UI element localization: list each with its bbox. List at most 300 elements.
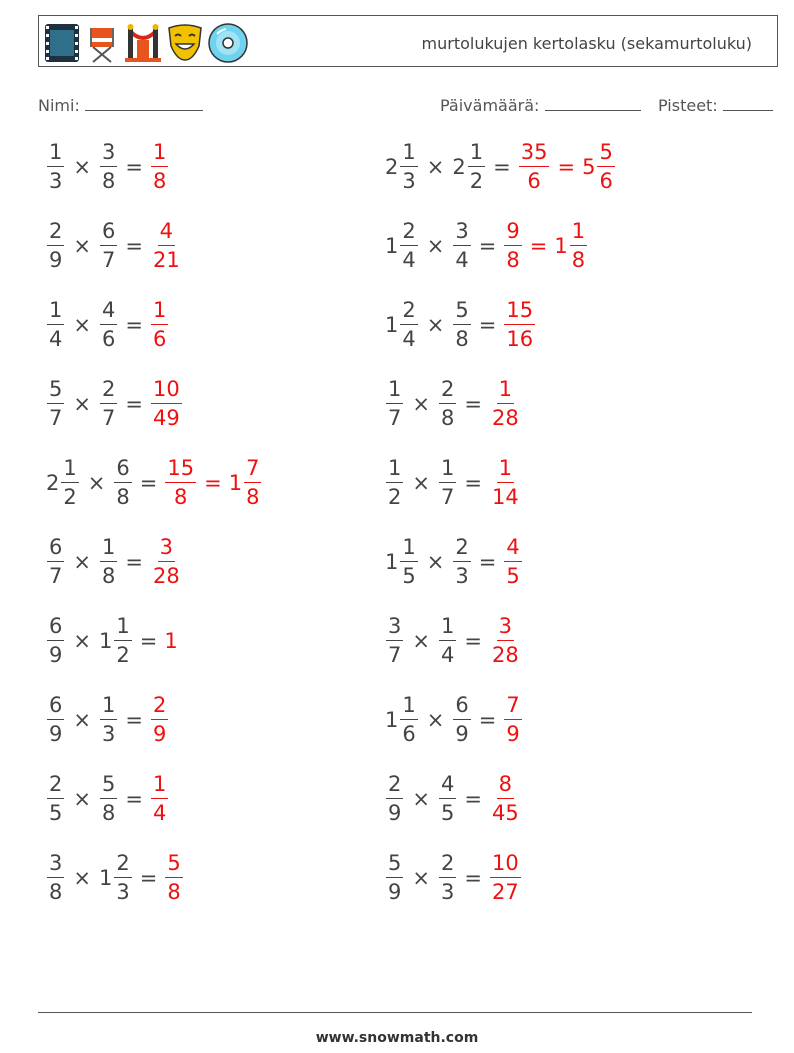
factor-1-fraction [47,695,64,745]
answer [150,300,169,350]
answer-value-denominator: 6 [527,169,541,193]
factor-1-numerator: 6 [47,695,64,720]
factor-2-fraction [114,458,131,508]
factor-2-numerator: 3 [453,221,470,246]
answer-value-fraction [151,300,168,350]
factor-1-fraction [400,142,417,192]
answer-value-numerator: 15 [165,458,196,483]
factor-2-numerator: 1 [114,616,131,641]
factor-1-denominator: 4 [402,327,416,351]
answer [164,629,178,653]
factor-1-fraction [47,221,64,271]
equals-sign: = [125,313,143,337]
multiply-sign: × [73,787,91,811]
factor-2-denominator: 8 [101,169,116,193]
answer-value-fraction [151,695,168,745]
factor-1-fraction [386,616,403,666]
factor-2-numerator: 6 [453,695,470,720]
factor-1-numerator: 1 [400,142,417,167]
multiply-sign: × [73,708,91,732]
factor-1-denominator: 9 [49,722,63,746]
factor-1-whole: 2 [46,471,60,495]
answer [503,695,522,745]
red-carpet-stanchion-icon [123,22,163,64]
factor-1-numerator: 1 [47,142,64,167]
factor-1-denominator: 9 [49,643,63,667]
answer-value-denominator: 21 [152,248,180,272]
answer [150,695,169,745]
factor-2-denominator: 2 [116,643,130,667]
factor-1-fraction [47,853,64,903]
multiply-sign: × [426,313,445,337]
multiply-sign: × [412,629,430,653]
factor-1-numerator: 1 [400,695,417,720]
answer-mixed-denominator: 6 [599,169,613,193]
answer-value-denominator: 8 [506,248,520,272]
answer [518,142,616,192]
answer-value-denominator: 28 [491,406,519,430]
answer-value-numerator: 9 [504,221,521,246]
answer-value-denominator: 6 [152,327,167,351]
factor-2-fraction [453,537,470,587]
factor-2-numerator: 2 [100,379,117,404]
equals-sign: = [139,471,158,495]
multiply-sign: × [426,550,445,574]
factor-1-numerator: 2 [47,774,64,799]
factor-2-fraction [439,379,456,429]
factor-1-denominator: 4 [49,327,63,351]
name-blank[interactable] [85,94,203,111]
factor-1-denominator: 5 [49,801,63,825]
answer-mixed-whole: 5 [582,155,596,179]
answer-value-fraction [490,458,521,508]
factor-1-numerator: 2 [400,221,417,246]
factor-1-whole: 1 [385,708,399,732]
answer [489,853,522,903]
answer-value-numerator: 1 [497,458,514,483]
multiply-sign: × [73,866,91,890]
multiply-sign: × [412,866,430,890]
answer [164,853,183,903]
answer-value-denominator: 45 [491,801,519,825]
equals-sign: = [478,708,497,732]
factor-1-denominator: 2 [63,485,77,509]
answer-value-numerator: 1 [151,300,168,325]
answer-value-fraction [504,300,535,350]
answer-value-fraction [504,695,521,745]
answer [503,221,588,271]
answer [503,300,536,350]
answer-value-fraction [151,142,168,192]
factor-1-fraction [47,300,64,350]
factor-2-fraction [100,379,117,429]
factor-1-numerator: 3 [47,853,64,878]
answer-value-denominator: 8 [167,880,181,904]
answer-value-denominator: 8 [174,485,188,509]
factor-2-fraction [100,221,117,271]
factor-2-denominator: 2 [469,169,484,193]
answer-value-numerator: 8 [497,774,514,799]
factor-2-fraction [100,142,117,192]
factor-2-denominator: 7 [101,406,116,430]
factor-2-denominator: 6 [101,327,116,351]
equals-sign: = [478,234,497,258]
factor-1-whole: 1 [385,234,399,258]
answer-value-numerator: 1 [151,774,168,799]
answer-value-whole: 1 [164,629,178,653]
cd-disc-icon [207,22,249,64]
factor-1-whole: 1 [385,550,399,574]
answer-value-fraction [165,458,196,508]
footer-url: www.snowmath.com [315,1030,479,1046]
answer [164,458,262,508]
answer-value-denominator: 8 [152,169,167,193]
equals-sign: = [125,787,143,811]
answer-value-denominator: 27 [491,880,519,904]
factor-1-fraction [47,379,64,429]
answer [489,774,522,824]
factor-1-denominator: 9 [388,880,402,904]
answer-value-fraction [519,142,550,192]
problem-item [385,537,523,587]
answer-value-fraction [490,616,521,666]
answer-value-fraction [151,537,182,587]
answer-value-numerator: 3 [497,616,514,641]
equals-sign: = [478,313,497,337]
factor-1-denominator: 4 [402,248,416,272]
factor-2-denominator: 3 [116,880,130,904]
problem-item [46,142,169,192]
factor-1-numerator: 2 [47,221,64,246]
factor-2-denominator: 3 [455,564,469,588]
answer-value-numerator: 2 [151,695,168,720]
factor-1-denominator: 2 [388,485,402,509]
answer-value-denominator: 5 [506,564,520,588]
equals-sign: = [478,550,497,574]
factor-2-fraction [100,695,117,745]
equals-sign: = [139,629,158,653]
factor-2-fraction [453,695,470,745]
answer-value-fraction [490,774,521,824]
factor-1-fraction [386,458,403,508]
factor-2-fraction [453,300,470,350]
answer-value-denominator: 28 [152,564,180,588]
factor-1-denominator: 3 [402,169,416,193]
factor-1-whole: 1 [385,313,399,337]
answer-equals-sign: = [529,234,548,258]
multiply-sign: × [73,155,91,179]
answer-mixed-denominator: 8 [571,248,586,272]
factor-2-denominator: 5 [440,801,455,825]
factor-2-numerator: 5 [100,774,117,799]
answer-value-denominator: 9 [506,722,520,746]
answer [150,221,183,271]
name-label: Nimi: [38,96,80,115]
factor-2-fraction [100,537,117,587]
answer-mixed-fraction [597,142,614,192]
factor-2-numerator: 6 [114,458,131,483]
factor-2-denominator: 9 [455,722,469,746]
answer-value-numerator: 35 [519,142,550,167]
equals-sign: = [464,866,482,890]
factor-1-numerator: 6 [47,616,64,641]
factor-1-denominator: 3 [49,169,63,193]
date-field [440,94,641,115]
factor-1-fraction [61,458,78,508]
answer-value-denominator: 14 [491,485,519,509]
problem-item [46,695,169,745]
factor-1-denominator: 9 [49,248,63,272]
answer-mixed-numerator: 1 [570,221,587,246]
answer [489,458,522,508]
score-blank[interactable] [723,94,773,111]
answer-equals-sign: = [557,155,576,179]
factor-1-denominator: 7 [388,643,402,667]
factor-2-whole: 1 [98,866,113,890]
score-field [658,94,773,115]
answer-mixed-numerator: 7 [244,458,261,483]
problem-item [385,379,522,429]
date-blank[interactable] [545,94,641,111]
answer-mixed-numerator: 5 [597,142,614,167]
problem-item [46,458,262,508]
problem-item [46,774,169,824]
problem-item [46,537,183,587]
problem-item [385,695,523,745]
answer-value-denominator: 9 [152,722,167,746]
answer-value-denominator: 16 [506,327,534,351]
factor-1-fraction [47,142,64,192]
factor-2-denominator: 4 [440,643,455,667]
answer-value-numerator: 7 [504,695,521,720]
factor-2-numerator: 6 [100,221,117,246]
answer-value-fraction [490,853,521,903]
problem-item [385,300,536,350]
equals-sign: = [464,787,482,811]
factor-1-denominator: 7 [388,406,402,430]
equals-sign: = [464,629,482,653]
factor-1-numerator: 5 [47,379,64,404]
answer-value-denominator: 28 [491,643,519,667]
theater-mask-icon [165,22,205,64]
factor-2-denominator: 7 [101,248,116,272]
factor-2-numerator: 2 [114,853,131,878]
factor-1-fraction [47,774,64,824]
factor-2-numerator: 1 [100,695,117,720]
problem-item [46,853,184,903]
equals-sign: = [125,708,143,732]
answer-value-numerator: 10 [151,379,182,404]
equals-sign: = [464,392,482,416]
multiply-sign: × [412,787,430,811]
multiply-sign: × [426,708,445,732]
problem-item [385,774,522,824]
problem-item [385,221,588,271]
factor-2-denominator: 3 [440,880,455,904]
multiply-sign: × [73,629,91,653]
name-field [38,94,203,115]
factor-2-numerator: 1 [439,616,456,641]
answer-value-numerator: 10 [490,853,521,878]
film-strip-icon [43,22,81,64]
answer-mixed-fraction [244,458,261,508]
factor-1-whole: 2 [385,155,399,179]
answer [150,774,169,824]
factor-2-denominator: 8 [440,406,455,430]
factor-2-fraction [100,774,117,824]
factor-2-numerator: 3 [100,142,117,167]
answer [150,379,183,429]
factor-1-numerator: 2 [386,774,403,799]
answer-value-fraction [151,379,182,429]
factor-2-denominator: 8 [101,564,116,588]
answer-value-fraction [490,379,521,429]
factor-2-numerator: 2 [439,853,456,878]
multiply-sign: × [73,550,91,574]
factor-2-denominator: 3 [101,722,116,746]
factor-2-numerator: 2 [453,537,470,562]
factor-2-denominator: 8 [116,485,130,509]
answer-value-fraction [151,774,168,824]
answer-value-fraction [504,537,521,587]
multiply-sign: × [412,392,430,416]
answer-value-numerator: 1 [151,142,168,167]
equals-sign: = [464,471,482,495]
factor-1-fraction [47,616,64,666]
factor-2-fraction [439,853,456,903]
problem-item [46,300,169,350]
factor-1-fraction [400,221,417,271]
factor-2-fraction [114,853,131,903]
factor-1-fraction [400,537,417,587]
problem-item [385,616,522,666]
answer-value-numerator: 15 [504,300,535,325]
factor-1-denominator: 7 [49,406,63,430]
answer-value-numerator: 4 [504,537,521,562]
answer-mixed-whole: 1 [554,234,568,258]
factor-1-denominator: 7 [49,564,63,588]
score-label: Pisteet: [658,96,718,115]
problem-item [46,616,179,666]
factor-2-numerator: 4 [439,774,456,799]
factor-2-numerator: 1 [468,142,485,167]
factor-1-fraction [47,537,64,587]
factor-1-numerator: 1 [400,537,417,562]
problem-item [385,142,616,192]
worksheet-title: murtolukujen kertolasku (sekamurtoluku) [421,34,752,53]
factor-2-denominator: 8 [101,801,116,825]
answer-mixed-fraction [570,221,587,271]
factor-1-denominator: 9 [388,801,402,825]
factor-2-denominator: 8 [455,327,469,351]
equals-sign: = [139,866,158,890]
factor-1-numerator: 1 [386,458,403,483]
factor-1-numerator: 2 [400,300,417,325]
answer-equals-sign: = [204,471,222,495]
answer [503,537,522,587]
factor-2-fraction [439,458,456,508]
answer-value-fraction [151,221,182,271]
factor-2-numerator: 1 [439,458,456,483]
factor-1-numerator: 1 [386,379,403,404]
answer-value-fraction [165,853,182,903]
factor-2-whole: 1 [98,629,113,653]
footer-divider [38,1012,752,1013]
multiply-sign: × [73,234,91,258]
factor-1-fraction [386,774,403,824]
answer-value-denominator: 4 [152,801,167,825]
factor-1-fraction [386,853,403,903]
problem-item [385,458,522,508]
problem-item [46,379,183,429]
equals-sign: = [125,550,143,574]
factor-2-numerator: 4 [100,300,117,325]
factor-2-fraction [100,300,117,350]
answer-value-fraction [504,221,521,271]
factor-2-denominator: 7 [440,485,455,509]
multiply-sign: × [426,155,445,179]
equals-sign: = [493,155,511,179]
factor-2-fraction [453,221,470,271]
factor-2-numerator: 2 [439,379,456,404]
multiply-sign: × [426,234,445,258]
factor-2-fraction [439,774,456,824]
answer [150,142,169,192]
factor-2-numerator: 1 [100,537,117,562]
answer [489,616,522,666]
multiply-sign: × [73,313,91,337]
answer-value-numerator: 3 [158,537,175,562]
answer-value-numerator: 4 [158,221,175,246]
answer [150,537,183,587]
factor-1-fraction [400,695,417,745]
factor-2-fraction [439,616,456,666]
answer-value-numerator: 5 [165,853,182,878]
multiply-sign: × [73,392,91,416]
equals-sign: = [125,155,143,179]
factor-1-denominator: 6 [402,722,416,746]
answer-mixed-whole: 1 [228,471,243,495]
multiply-sign: × [87,471,106,495]
factor-2-fraction [468,142,485,192]
answer-value-denominator: 49 [152,406,180,430]
factor-2-whole: 2 [452,155,466,179]
equals-sign: = [125,392,143,416]
factor-1-denominator: 5 [402,564,416,588]
factor-1-numerator: 3 [386,616,403,641]
director-chair-icon [83,22,121,64]
header-icons [43,22,249,64]
factor-1-fraction [400,300,417,350]
factor-1-numerator: 1 [47,300,64,325]
factor-2-fraction [114,616,131,666]
date-label: Päivämäärä: [440,96,540,115]
problem-item [385,853,522,903]
problem-item [46,221,183,271]
factor-1-numerator: 1 [61,458,78,483]
answer-mixed-denominator: 8 [246,485,260,509]
multiply-sign: × [412,471,430,495]
factor-1-numerator: 6 [47,537,64,562]
factor-2-numerator: 5 [453,300,470,325]
answer-value-numerator: 1 [497,379,514,404]
factor-1-numerator: 5 [386,853,403,878]
worksheet-header [38,15,778,67]
factor-2-denominator: 4 [455,248,469,272]
factor-1-fraction [386,379,403,429]
answer [489,379,522,429]
factor-1-denominator: 8 [49,880,63,904]
